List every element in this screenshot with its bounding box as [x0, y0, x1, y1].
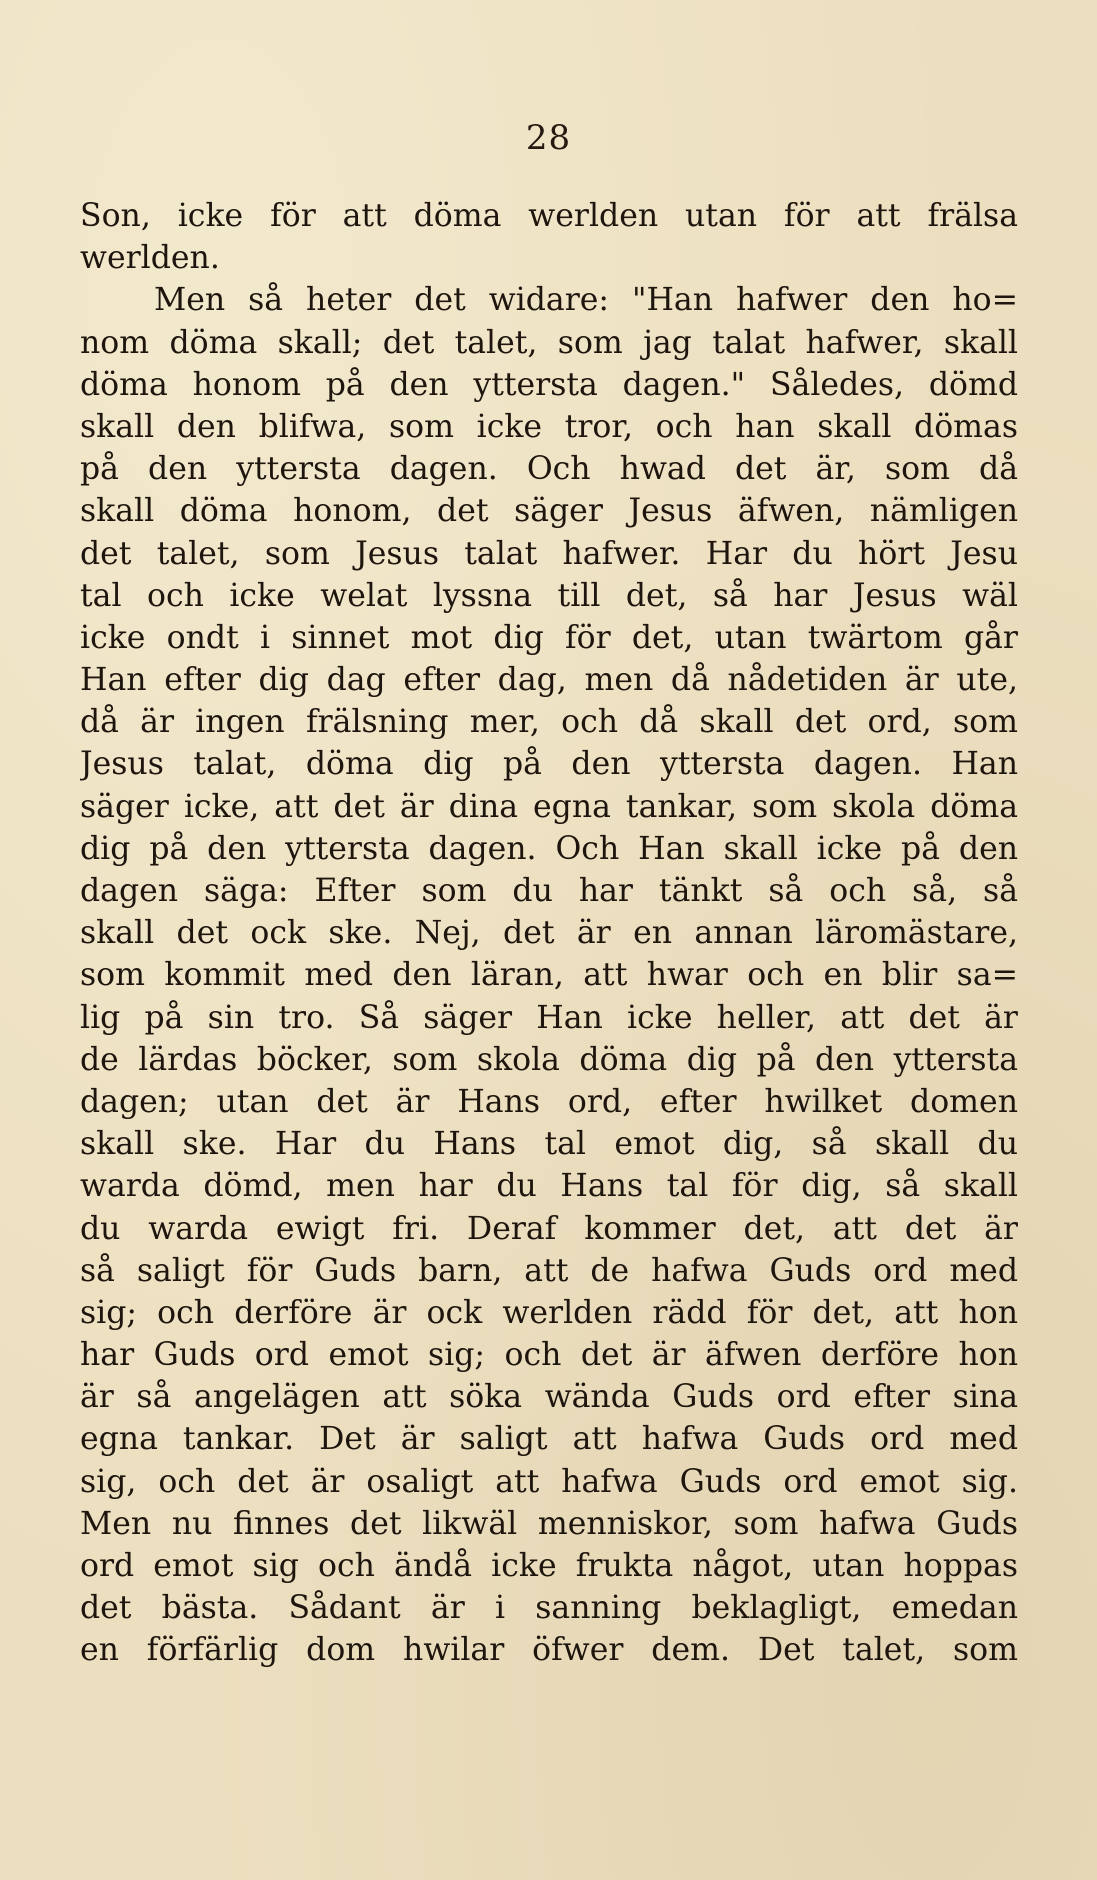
- text-line: tal och icke welat lyssna till det, så har Jesus wäl: [80, 577, 1018, 614]
- text-line: på den yttersta dagen. Och hwad det är, som då: [80, 451, 1018, 488]
- text-line: lig på sin tro. Så säger Han icke heller, att det är: [80, 999, 1018, 1036]
- text-line: skall ske. Har du Hans tal emot dig, så skall du: [80, 1126, 1018, 1163]
- text-line: då är ingen frälsning mer, och då skall det ord, som: [80, 704, 1018, 741]
- text-line: det bästa. Sådant är i sanning beklagligt, emedan: [80, 1590, 1018, 1627]
- text-line: en förfärlig dom hwilar öfwer dem. Det talet, som: [80, 1632, 1018, 1669]
- text-line: säger icke, att det är dina egna tankar, som skola döma: [80, 788, 1018, 825]
- text-line: så saligt för Guds barn, att de hafwa Guds ord med: [80, 1252, 1018, 1289]
- text-line: har Guds ord emot sig; och det är äfwen derföre hon: [80, 1337, 1018, 1374]
- text-line: det talet, som Jesus talat hafwer. Har du hört Jesu: [80, 535, 1018, 572]
- text-line: sig, och det är osaligt att hafwa Guds ord emot sig.: [80, 1463, 1018, 1500]
- text-line: dagen; utan det är Hans ord, efter hwilket domen: [80, 1083, 1018, 1120]
- text-line: som kommit med den läran, att hwar och en blir sa=: [80, 957, 1018, 994]
- text-line: Han efter dig dag efter dag, men då nådetiden är ute,: [80, 662, 1018, 699]
- text-line: sig; och derföre är ock werlden rädd för det, att hon: [80, 1294, 1018, 1331]
- text-line: döma honom på den yttersta dagen." Således, dömd: [80, 366, 1018, 403]
- text-line: egna tankar. Det är saligt att hafwa Guds ord med: [80, 1421, 1018, 1458]
- text-line: de lärdas böcker, som skola döma dig på den yttersta: [80, 1041, 1018, 1078]
- body-text: [80, 195, 1018, 1672]
- text-line: är så angelägen att söka wända Guds ord efter sina: [80, 1379, 1018, 1416]
- text-line: dagen säga: Efter som du har tänkt så och så, så: [80, 873, 1018, 909]
- text-line: ord emot sig och ändå icke frukta något, utan hoppas: [80, 1548, 1018, 1584]
- text-line: Jesus talat, döma dig på den yttersta dagen. Han: [80, 746, 1018, 783]
- text-line: skall det ock ske. Nej, det är en annan läromästare,: [80, 915, 1018, 952]
- text-line: werlden.: [80, 240, 220, 277]
- page-number: 28: [525, 118, 572, 158]
- text-line: du warda ewigt fri. Deraf kommer det, att det är: [80, 1210, 1018, 1247]
- text-line: Son, icke för att döma werlden utan för att frälsa: [80, 198, 1018, 234]
- text-line: warda dömd, men har du Hans tal för dig, så skall: [80, 1168, 1018, 1205]
- text-line: skall döma honom, det säger Jesus äfwen, nämligen: [80, 493, 1018, 530]
- text-line: Men nu finnes det likwäl menniskor, som hafwa Guds: [80, 1505, 1018, 1542]
- text-line: icke ondt i sinnet mot dig för det, utan twärtom går: [80, 619, 1018, 656]
- text-line: dig på den yttersta dagen. Och Han skall icke på den: [80, 830, 1018, 867]
- text-line: nom döma skall; det talet, som jag talat hafwer, skall: [80, 324, 1018, 361]
- text-line: Men så heter det widare: "Han hafwer den ho=: [154, 282, 1018, 319]
- text-line: skall den blifwa, som icke tror, och han skall dömas: [80, 408, 1018, 445]
